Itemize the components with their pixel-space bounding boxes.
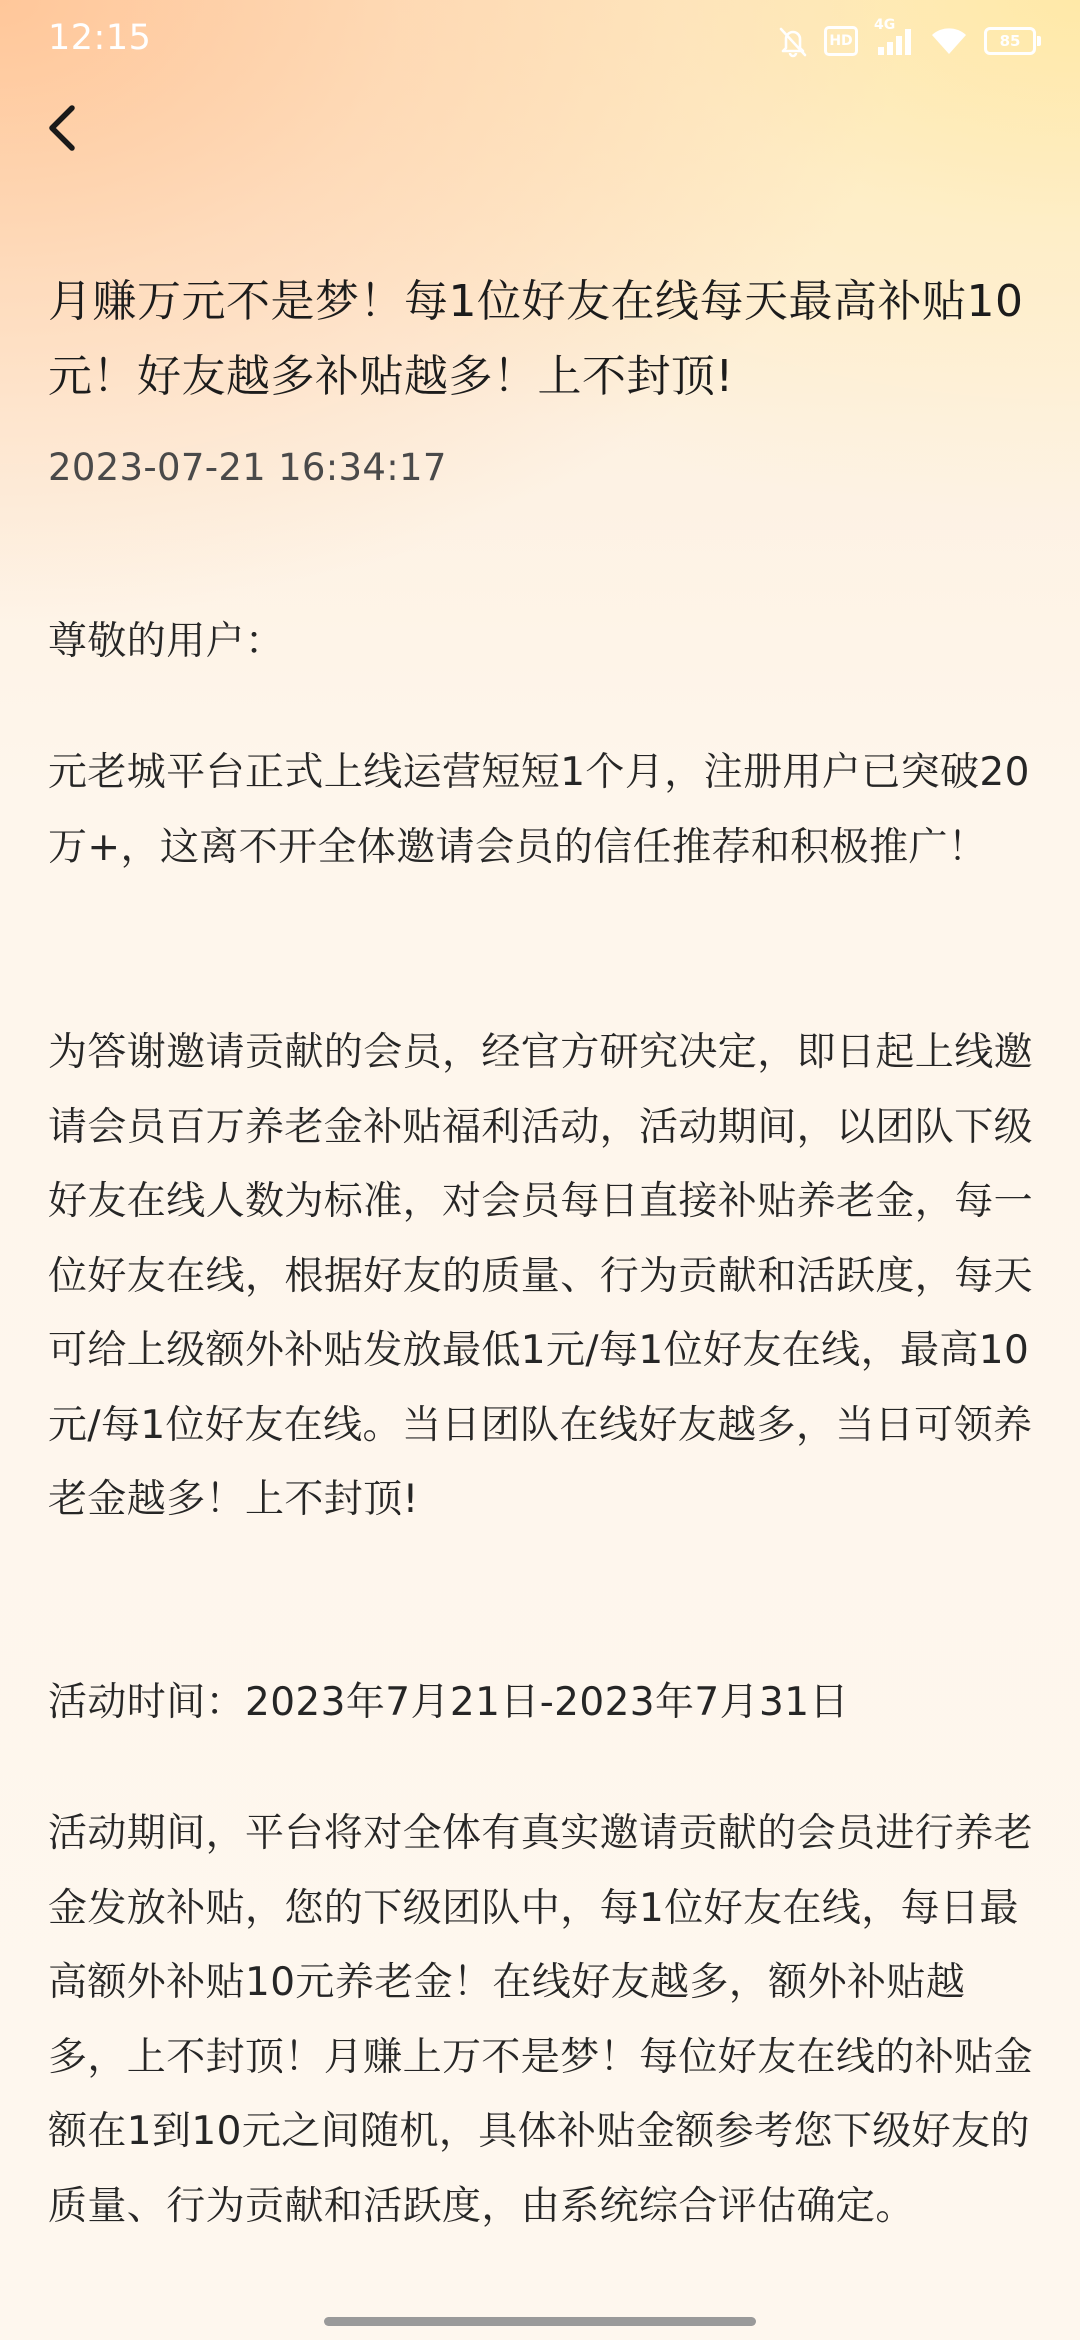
chevron-left-icon <box>42 102 82 154</box>
battery-icon <box>984 27 1036 55</box>
greeting-paragraph: 尊敬的用户： <box>48 619 285 664</box>
back-button[interactable] <box>30 96 94 160</box>
intro-paragraph: 元老城平台正式上线运营短短1个月，注册用户已突破20万+，这离不开全体邀请会员的信任推荐和积极推广！ <box>48 750 1030 870</box>
network-type-label: 4G <box>874 17 896 33</box>
subsidy-rules-paragraph: 活动期间，平台将对全体有真实邀请贡献的会员进行养老金发放补贴，您的下级团队中，每1位好友在线，每日最高额外补贴10元养老金！在线好友越多，额外补贴越多，上不封顶！月赚上万不是梦！每位好友在线的补贴金额在1到10元之间随机，具体补贴金额参考您下级好友的质量、行为贡献和活跃度，由系统综合评估确定。 <box>48 1811 1034 2229</box>
article-date: 2023-07-21 16:34:17 <box>48 446 447 489</box>
article-title: 月赚万元不是梦！每1位好友在线每天最高补贴10元！好友越多补贴越多！上不封顶! <box>48 276 1024 402</box>
status-time: 12:15 <box>48 18 152 58</box>
mute-vibrate-icon <box>778 24 808 58</box>
battery-level: 85 <box>999 32 1021 50</box>
status-icons <box>762 17 1036 58</box>
wifi-icon <box>930 26 968 56</box>
activity-time-paragraph: 活动时间：2023年7月21日-2023年7月31日 <box>48 1680 849 1725</box>
status-bar <box>0 0 1080 82</box>
activity-description-paragraph: 为答谢邀请贡献的会员，经官方研究决定，即日起上线邀请会员百万养老金补贴福利活动，活动期间，以团队下级好友在线人数为标准，对会员每日直接补贴养老金，每一位好友在线，根据好友的质量、行为贡献和活跃度，每天可给上级额外补贴发放最低1元/每1位好友在线，最高10元/每1位好友在线。当日团队在线好友越多，当日可领养老金越多！上不封顶! <box>48 1030 1034 1522</box>
cellular-signal-icon <box>874 17 914 57</box>
home-indicator[interactable] <box>324 2317 756 2326</box>
hd-icon: HD <box>824 26 858 56</box>
